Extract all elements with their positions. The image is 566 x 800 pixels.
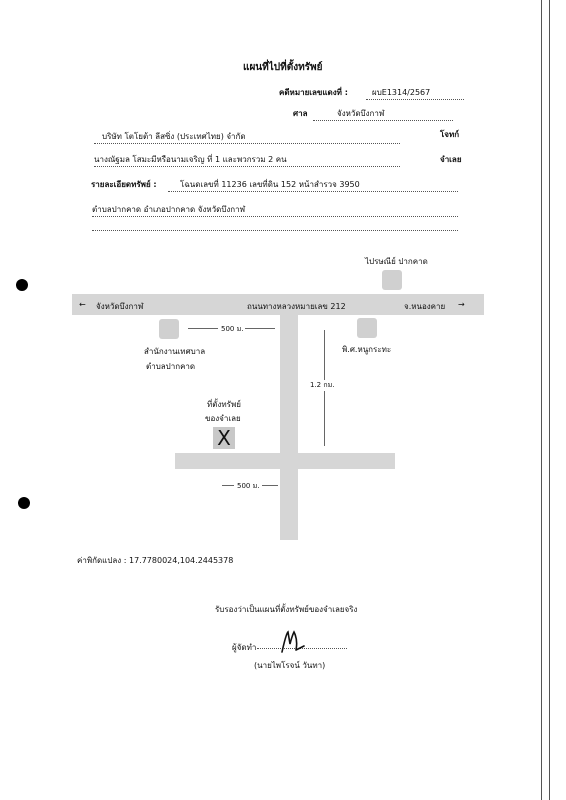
- property-label: รายละเอียดทรัพย์ :: [91, 180, 157, 189]
- museum-marker: [357, 318, 377, 338]
- case-label: คดีหมายเลขแดงที่ :: [279, 88, 348, 97]
- handwritten-signature: [278, 628, 306, 654]
- left-direction-label: จังหวัดบึงกาฬ: [96, 302, 144, 311]
- case-value: ผบE1314/2567: [366, 86, 464, 100]
- page-edge-line-2: [549, 0, 550, 800]
- property-line2: ตำบลปากคาด อำเภอปากคาด จังหวัดบึงกาฬ: [92, 203, 458, 217]
- lower-road: [175, 453, 395, 469]
- binder-hole-bottom: [18, 497, 30, 509]
- blank-line: [92, 230, 458, 231]
- court-label: ศาล: [293, 109, 308, 118]
- dist-top-line-right: [245, 328, 275, 329]
- post-office-label: ไปรษณีย์ ปากคาด: [365, 257, 428, 266]
- page-title: แผนที่ไปที่ตั้งทรัพย์: [243, 62, 323, 73]
- municipality-label-2: ตำบลปากคาด: [146, 362, 196, 371]
- dist-bottom-line-left: [222, 485, 234, 486]
- property-location-label-1: ที่ตั้งทรัพย์: [207, 400, 241, 409]
- museum-label: พิ.ศ.หนูกระทะ: [342, 345, 392, 354]
- dist-top-line-left: [188, 328, 218, 329]
- municipality-label-1: สำนักงานเทศบาล: [144, 347, 206, 356]
- plaintiff-label: โจทก์: [440, 130, 460, 139]
- dist-bottom-label: 500 ม.: [237, 482, 260, 490]
- dist-bottom-line-right: [262, 485, 278, 486]
- municipality-marker: [159, 319, 179, 339]
- defendant-label: จำเลย: [440, 155, 462, 164]
- signer-name: (นายไพโรจน์ วันทา): [254, 661, 326, 670]
- right-direction-label: จ.หนองคาย: [404, 302, 446, 311]
- property-x-marker: X: [213, 427, 235, 449]
- dist-top-label: 500 ม.: [221, 325, 244, 333]
- road-name-label: ถนนทางหลวงหมายเลข 212: [247, 302, 346, 311]
- post-office-marker: [382, 270, 402, 290]
- left-direction-arrow: ←: [79, 300, 86, 309]
- coordinates-text: ค่าพิกัดแปลง : 17.7780024,104.2445378: [77, 556, 234, 565]
- dist-vertical-label: 1.2 กม.: [310, 381, 335, 389]
- property-line1: โฉนดเลขที่ 11236 เลขที่ดิน 152 หน้าสำรวจ 3950: [168, 178, 458, 192]
- court-value: จังหวัดบึงกาฬ: [313, 107, 453, 121]
- side-road-vertical: [280, 294, 298, 540]
- certify-text: รับรองว่าเป็นแผนที่ตั้งทรัพย์ของจำเลยจริง: [215, 605, 358, 614]
- binder-hole-top: [16, 279, 28, 291]
- property-location-label-2: ของจำเลย: [205, 414, 241, 423]
- page-edge-line: [541, 0, 542, 800]
- defendant-name: นางณัฐมล โสมะมีหรือนามเจริญ ที่ 1 และพวกรวม 2 คน: [94, 153, 400, 167]
- signer-label: ผู้จัดทำ: [232, 643, 257, 652]
- plaintiff-name: บริษัท โตโยต้า ลีสซิ่ง (ประเทศไทย) จำกัด: [94, 130, 400, 144]
- right-direction-arrow: →: [458, 300, 465, 309]
